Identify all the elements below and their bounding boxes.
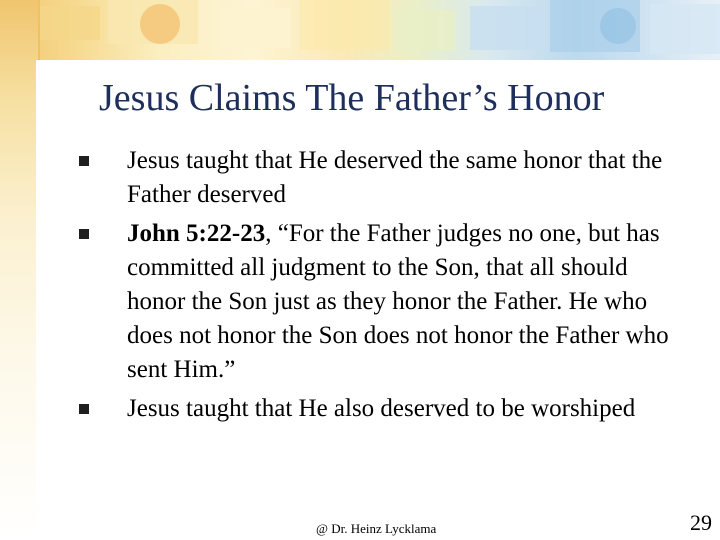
bullet-item bbox=[78, 144, 678, 212]
footer-credit: @ Dr. Heinz Lycklama bbox=[316, 521, 437, 536]
square-bullet-icon bbox=[79, 156, 89, 166]
square-bullet-icon bbox=[79, 229, 89, 239]
bullet-text: , “For the Father judges no one, but has committed all judgment to the Son, that all should honor the Son just as they honor the Father. He who does not honor the Son does not honor the Father who sent Him.” bbox=[127, 220, 669, 383]
bullet-text: Jesus taught that He deserved the same honor that the Father deserved bbox=[127, 147, 663, 208]
bullet-item bbox=[78, 392, 678, 426]
square-bullet-icon bbox=[79, 404, 89, 414]
scripture-reference: John 5:22-23 bbox=[127, 220, 266, 247]
decorative-left-strip bbox=[0, 0, 38, 540]
slide-title: Jesus Claims The Father’s Honor bbox=[99, 77, 605, 119]
bullet-text: Jesus taught that He also deserved to be worshiped bbox=[127, 395, 636, 422]
bullet-list bbox=[78, 144, 678, 426]
decorative-banner bbox=[0, 0, 720, 62]
bullet-item bbox=[78, 217, 678, 387]
page-number: 29 bbox=[690, 510, 712, 535]
